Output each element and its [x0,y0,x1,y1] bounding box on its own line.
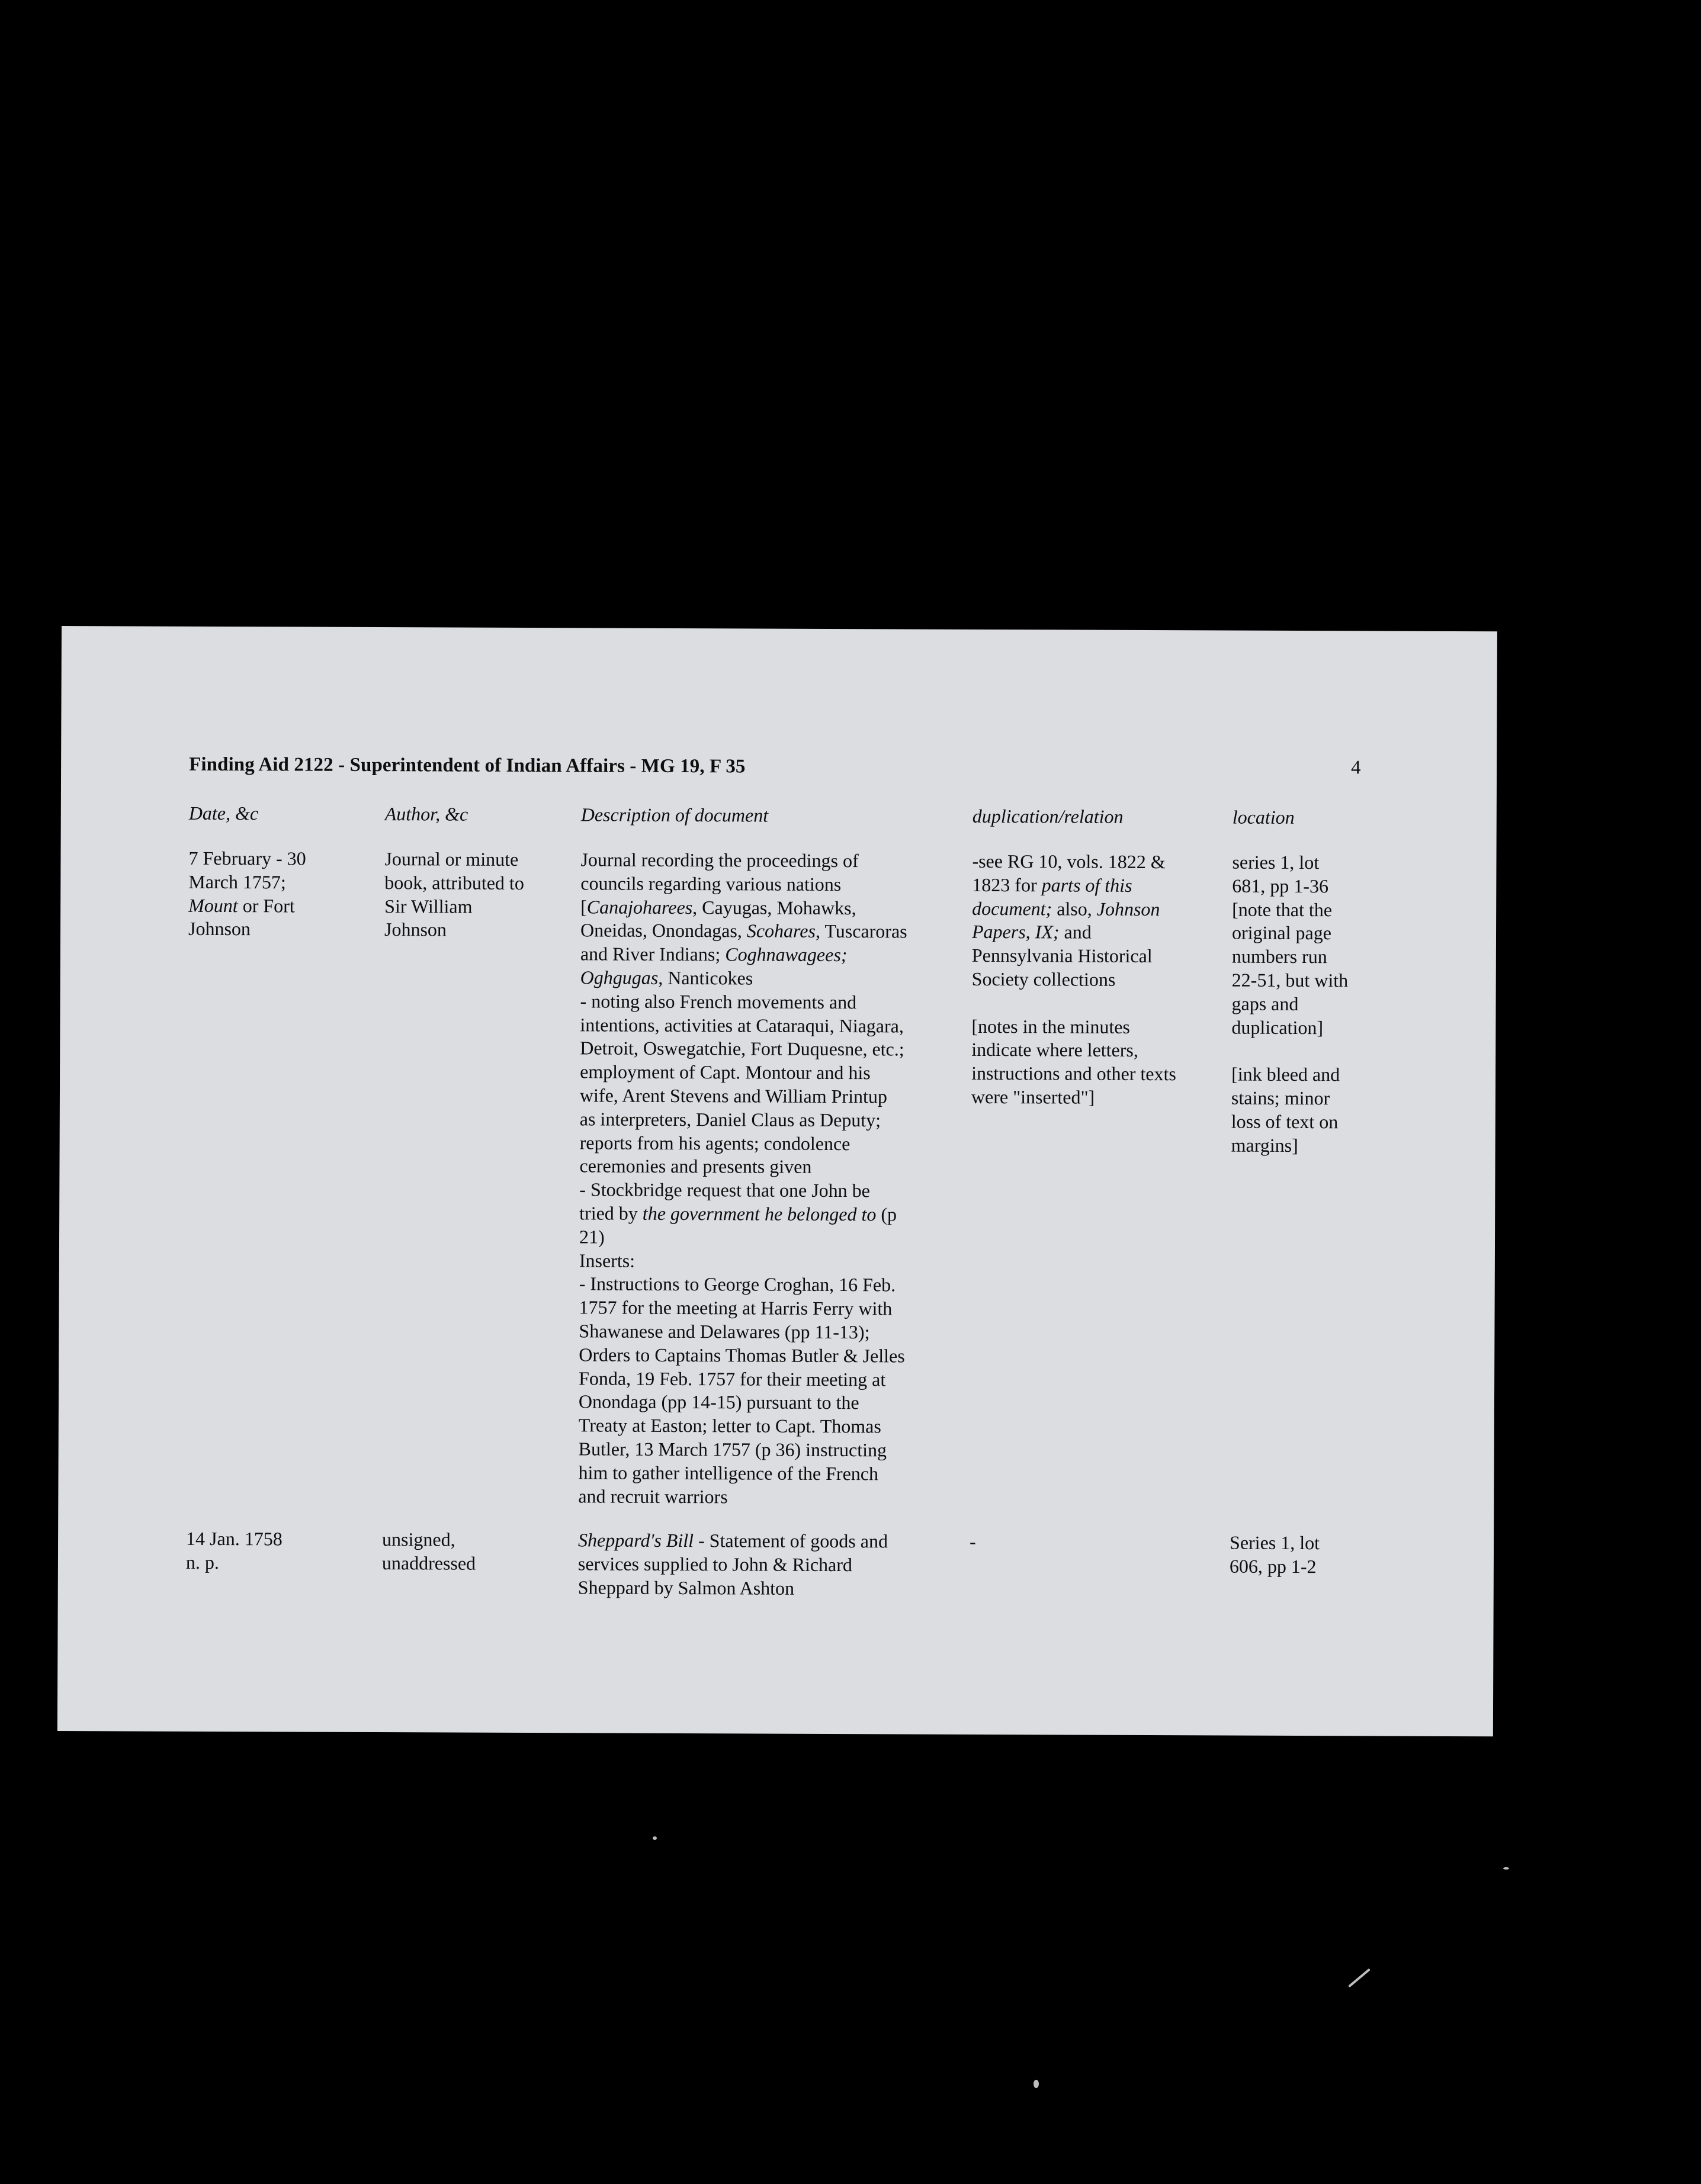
row-1-duplication-line: instructions and other texts [971,1062,1176,1085]
dust-speck [1348,1968,1371,1988]
row-1-description-line: Butler, 13 March 1757 (p 36) instructing [578,1438,887,1461]
row-1-location-line: original page [1231,921,1332,944]
row-2-duplication [970,1530,1218,1555]
column-header-author: Author, &c [384,803,468,825]
row-1-description-line: - noting also French movements and [580,990,857,1013]
row-1-description-line: Onondaga (pp 14-15) pursuant to the [578,1390,859,1414]
row-1-duplication-line: 1823 for parts of this [972,873,1132,896]
dust-speck [653,1836,657,1840]
row-1-date-line: Mount or Fort [188,894,295,917]
row-2-date-line: 14 Jan. 1758 [186,1527,283,1550]
row-1-description-line: Oghgugas, Nanticokes [580,966,753,989]
row-1-description-line: Treaty at Easton; letter to Capt. Thomas [578,1414,881,1437]
row-1-duplication-line: indicate where letters, [971,1039,1138,1061]
row-1-description-line: ceremonies and presents given [579,1155,812,1178]
row-2-description-line: Sheppard's Bill - Statement of goods and [578,1529,888,1552]
row-2-location-line: 606, pp 1-2 [1229,1555,1317,1577]
row-1-duplication [971,850,1221,1110]
row-1-duplication-line: Pennsylvania Historical [971,945,1153,967]
row-2-author-line: unaddressed [381,1552,476,1574]
row-1-location-line: 681, pp 1-36 [1232,875,1329,897]
place-italic: Mount [188,894,238,916]
row-1-duplication-line: were "inserted"] [971,1085,1095,1108]
column-header-date: Date, &c [188,802,259,824]
row-2-location-line: Series 1, lot [1230,1531,1320,1554]
finding-aid-page [57,626,1497,1736]
row-1-description-line: Orders to Captains Thomas Butler & Jelles [579,1344,905,1367]
row-2-author [382,1528,566,1576]
row-1-duplication-line: Papers, IX; and [971,921,1092,943]
row-2-description-line: Sheppard by Salmon Ashton [577,1576,795,1599]
row-1-description-line: employment of Capt. Montour and his [580,1061,871,1084]
row-1-location-spacer [1231,1039,1373,1064]
row-2-location [1230,1531,1372,1579]
row-1-description-line: - Instructions to George Croghan, 16 Feb. [579,1273,896,1296]
row-1-location-line: gaps and [1231,993,1299,1014]
row-2-duplication-line: - [970,1530,976,1552]
row-1-description-line: 1757 for the meeting at Harris Ferry with [579,1296,893,1319]
row-1-location-line: margins] [1231,1134,1298,1156]
row-1-location-line: 22-51, but with [1231,969,1349,991]
row-1-location-line: stains; minor [1231,1087,1330,1109]
row-1-location-line: [ink bleed and [1231,1063,1340,1085]
row-1-location [1231,851,1375,1158]
column-header-location: location [1232,806,1295,828]
row-1-description-line: Inserts: [579,1249,636,1271]
dust-speck [1034,2080,1039,2088]
row-2-date [186,1527,364,1575]
row-1-duplication-line: document; also, Johnson [972,897,1160,920]
column-header-duplication: duplication/relation [972,805,1124,827]
row-1-description-line: Journal recording the proceedings of [580,849,859,872]
row-1-description-line: wife, Arent Stevens and William Printup [579,1084,887,1107]
row-1-description-line: reports from his agents; condolence [579,1131,851,1154]
row-1-author-line: book, attributed to [384,871,524,894]
row-1-description-line: tried by the government he belonged to (p [579,1202,897,1225]
row-1-description-line: Oneidas, Onondagas, Scohares, Tuscaroras [580,919,907,942]
row-1-description-line: and recruit warriors [578,1485,728,1507]
row-1-duplication-line: [notes in the minutes [971,1015,1131,1038]
row-1-author [384,847,569,942]
row-1-duplication-line: Society collections [971,968,1116,990]
row-1-description-line: councils regarding various nations [580,872,842,895]
row-1-date-line: Johnson [188,918,251,940]
page-title: Finding Aid 2122 - Superintendent of Indian Affairs - MG 19, F 35 [189,753,746,778]
row-2-date-line: n. p. [185,1551,220,1573]
row-1-description-line: him to gather intelligence of the French [578,1462,879,1485]
row-1-date-line: 7 February - 30 [188,847,306,869]
row-1-author-line: Journal or minute [384,848,519,870]
row-1-description-line: Shawanese and Delawares (pp 11-13); [579,1320,870,1343]
row-1-location-line: numbers run [1231,945,1327,968]
page-number: 4 [1351,757,1361,779]
row-1-description-line: as interpreters, Daniel Claus as Deputy; [579,1108,881,1131]
row-1-description [578,848,948,1509]
row-1-duplication-line: -see RG 10, vols. 1822 & [972,850,1166,873]
row-1-description-line: and River Indians; Coghnawagees; [580,943,848,966]
row-1-description-line: [Canajoharees, Cayugas, Mohawks, [580,895,856,918]
row-1-duplication-spacer [971,991,1220,1016]
row-1-description-line: Fonda, 19 Feb. 1757 for their meeting at [579,1367,886,1390]
row-1-author-line: Johnson [384,918,447,940]
row-1-location-line: [note that the [1232,898,1333,920]
row-1-location-line: loss of text on [1231,1110,1339,1133]
row-1-description-line: Detroit, Oswegatchie, Fort Duquesne, etc.; [580,1037,904,1060]
row-1-description-line: - Stockbridge request that one John be [579,1178,870,1202]
row-1-date-line: March 1757; [188,871,286,893]
row-1-location-line: duplication] [1231,1016,1324,1038]
row-2-description-line: services supplied to John & Richard [577,1553,853,1575]
row-1-author-line: Sir William [384,895,473,917]
row-1-description-line: intentions, activities at Cataraqui, Niagara, [580,1013,904,1037]
dust-speck [1503,1867,1509,1870]
row-1-location-line: series 1, lot [1232,851,1320,873]
row-2-author-line: unsigned, [382,1528,455,1550]
row-1-description-line: 21) [579,1226,605,1248]
row-2-description [578,1528,945,1601]
row-1-date [188,847,367,942]
column-header-description: Description of document [580,804,769,826]
